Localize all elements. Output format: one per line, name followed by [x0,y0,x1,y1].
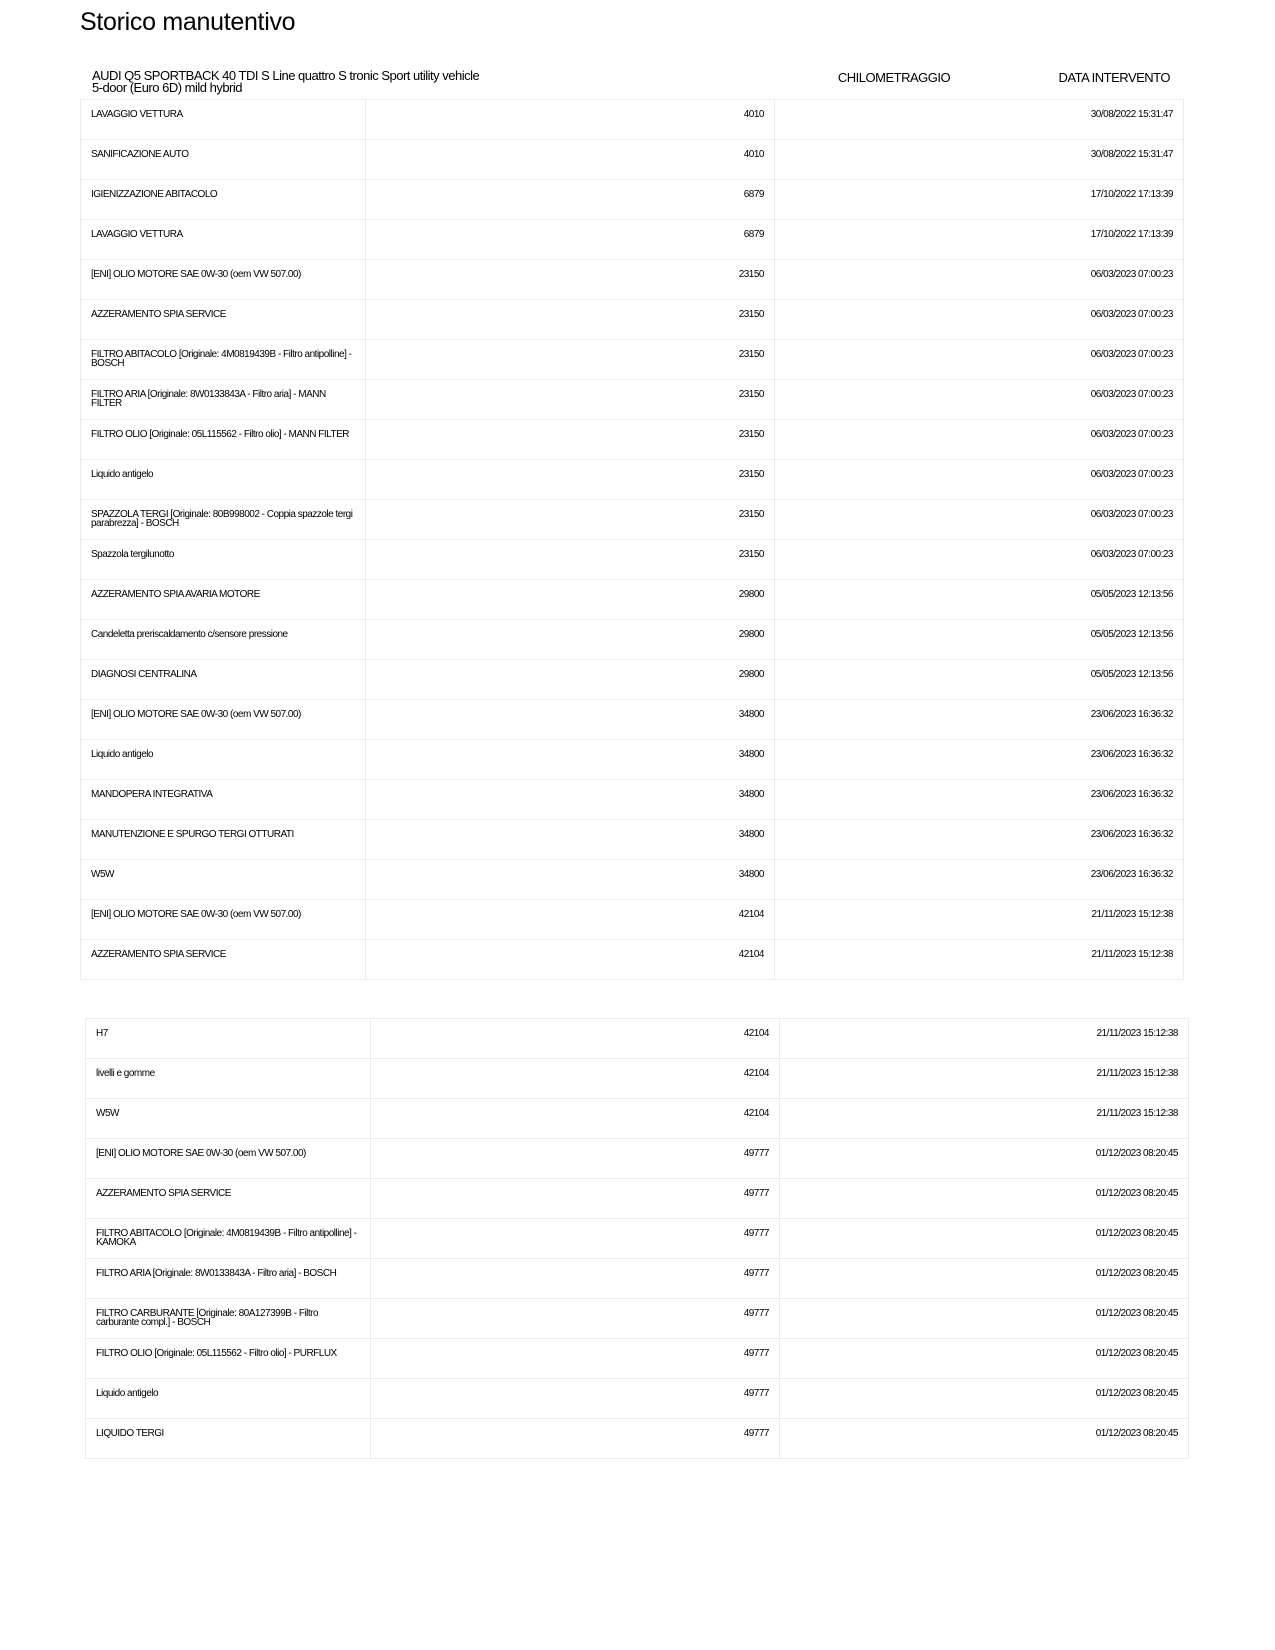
table-row [86,1299,1189,1339]
table-row [86,1339,1189,1379]
table-row [86,1059,1189,1099]
intervention-date: 01/12/2023 08:20:45 [780,1219,1189,1259]
mileage-value: 49777 [371,1339,780,1379]
table-row [86,1379,1189,1419]
mileage-value: 34800 [366,780,775,820]
intervention-description: AZZERAMENTO SPIA AVARIA MOTORE [81,580,366,620]
table-row [86,1219,1189,1259]
intervention-description: FILTRO ABITACOLO [Originale: 4M0819439B - Filtro antipolline] - KAMOKA [86,1219,371,1259]
table-row [81,660,1184,700]
mileage-value: 23150 [366,300,775,340]
table-row [81,380,1184,420]
intervention-description: H7 [86,1019,371,1059]
intervention-description: AZZERAMENTO SPIA SERVICE [81,940,366,980]
intervention-description: Liquido antigelo [86,1379,371,1419]
mileage-column-header: CHILOMETRAGGIO [837,70,951,85]
intervention-date: 06/03/2023 07:00:23 [775,500,1184,540]
vehicle-description: AUDI Q5 SPORTBACK 40 TDI S Line quattro S tronic Sport utility vehicle 5-door (Euro 6D) mild hybrid [92,68,480,95]
date-column-header: DATA INTERVENTO [1058,70,1170,85]
intervention-description: [ENI] OLIO MOTORE SAE 0W-30 (oem VW 507.00) [81,700,366,740]
intervention-date: 21/11/2023 15:12:38 [775,940,1184,980]
mileage-value: 23150 [366,260,775,300]
mileage-value: 49777 [371,1139,780,1179]
mileage-value: 34800 [366,820,775,860]
intervention-description: [ENI] OLIO MOTORE SAE 0W-30 (oem VW 507.00) [81,900,366,940]
intervention-description: LIQUIDO TERGI [86,1419,371,1459]
intervention-date: 06/03/2023 07:00:23 [775,380,1184,420]
intervention-date: 21/11/2023 15:12:38 [780,1099,1189,1139]
intervention-date: 01/12/2023 08:20:45 [780,1179,1189,1219]
intervention-description: Candeletta preriscaldamento c/sensore pressione [81,620,366,660]
intervention-date: 01/12/2023 08:20:45 [780,1419,1189,1459]
table-row [81,740,1184,780]
intervention-date: 23/06/2023 16:36:32 [775,740,1184,780]
mileage-value: 49777 [371,1179,780,1219]
mileage-value: 23150 [366,340,775,380]
table-header [80,68,1182,98]
mileage-value: 6879 [366,220,775,260]
mileage-value: 49777 [371,1379,780,1419]
intervention-description: IGIENIZZAZIONE ABITACOLO [81,180,366,220]
intervention-date: 17/10/2022 17:13:39 [775,220,1184,260]
intervention-date: 21/11/2023 15:12:38 [780,1019,1189,1059]
intervention-description: [ENI] OLIO MOTORE SAE 0W-30 (oem VW 507.00) [81,260,366,300]
intervention-description: MANDOPERA INTEGRATIVA [81,780,366,820]
intervention-date: 06/03/2023 07:00:23 [775,260,1184,300]
table-row [81,300,1184,340]
table-row [86,1419,1189,1459]
mileage-value: 23150 [366,420,775,460]
intervention-description: FILTRO OLIO [Originale: 05L115562 - Filtro olio] - PURFLUX [86,1339,371,1379]
mileage-value: 42104 [366,940,775,980]
intervention-description: AZZERAMENTO SPIA SERVICE [86,1179,371,1219]
intervention-description: FILTRO CARBURANTE [Originale: 80A127399B - Filtro carburante compl.] - BOSCH [86,1299,371,1339]
intervention-description: W5W [86,1099,371,1139]
intervention-date: 01/12/2023 08:20:45 [780,1339,1189,1379]
table-row [81,580,1184,620]
intervention-date: 05/05/2023 12:13:56 [775,660,1184,700]
intervention-date: 05/05/2023 12:13:56 [775,580,1184,620]
table-row [81,100,1184,140]
intervention-date: 17/10/2022 17:13:39 [775,180,1184,220]
intervention-description: FILTRO ARIA [Originale: 8W0133843A - Filtro aria] - BOSCH [86,1259,371,1299]
intervention-date: 21/11/2023 15:12:38 [775,900,1184,940]
table-row [81,420,1184,460]
intervention-description: W5W [81,860,366,900]
mileage-value: 42104 [371,1099,780,1139]
intervention-date: 23/06/2023 16:36:32 [775,780,1184,820]
mileage-value: 4010 [366,140,775,180]
mileage-value: 34800 [366,740,775,780]
intervention-date: 30/08/2022 15:31:47 [775,100,1184,140]
mileage-value: 34800 [366,700,775,740]
table-row [86,1019,1189,1059]
intervention-description: LAVAGGIO VETTURA [81,220,366,260]
intervention-description: MANUTENZIONE E SPURGO TERGI OTTURATI [81,820,366,860]
table-row [81,860,1184,900]
table-row [81,460,1184,500]
mileage-value: 6879 [366,180,775,220]
mileage-value: 42104 [371,1019,780,1059]
mileage-value: 23150 [366,500,775,540]
table-row [86,1099,1189,1139]
mileage-value: 23150 [366,540,775,580]
intervention-description: livelli e gomme [86,1059,371,1099]
table-row [81,260,1184,300]
table-row [81,220,1184,260]
intervention-date: 23/06/2023 16:36:32 [775,860,1184,900]
intervention-date: 06/03/2023 07:00:23 [775,540,1184,580]
intervention-description: DIAGNOSI CENTRALINA [81,660,366,700]
intervention-date: 21/11/2023 15:12:38 [780,1059,1189,1099]
intervention-description: Liquido antigelo [81,740,366,780]
table-row [81,540,1184,580]
mileage-value: 49777 [371,1419,780,1459]
intervention-date: 23/06/2023 16:36:32 [775,820,1184,860]
intervention-description: FILTRO ABITACOLO [Originale: 4M0819439B - Filtro antipolline] - BOSCH [81,340,366,380]
mileage-value: 49777 [371,1259,780,1299]
intervention-description: LAVAGGIO VETTURA [81,100,366,140]
maintenance-table-part2 [85,1018,1189,1459]
intervention-date: 01/12/2023 08:20:45 [780,1299,1189,1339]
intervention-description: SPAZZOLA TERGI [Originale: 80B998002 - Coppia spazzole tergi parabrezza] - BOSCH [81,500,366,540]
intervention-date: 23/06/2023 16:36:32 [775,700,1184,740]
intervention-description: Spazzola tergilunotto [81,540,366,580]
table-row [81,940,1184,980]
mileage-value: 23150 [366,380,775,420]
mileage-value: 4010 [366,100,775,140]
table-row [86,1259,1189,1299]
table-row [81,180,1184,220]
intervention-date: 01/12/2023 08:20:45 [780,1139,1189,1179]
mileage-value: 42104 [371,1059,780,1099]
intervention-description: SANIFICAZIONE AUTO [81,140,366,180]
intervention-description: FILTRO OLIO [Originale: 05L115562 - Filtro olio] - MANN FILTER [81,420,366,460]
intervention-date: 06/03/2023 07:00:23 [775,420,1184,460]
intervention-description: Liquido antigelo [81,460,366,500]
table-row [81,780,1184,820]
table-row [81,140,1184,180]
page-title: Storico manutentivo [80,8,296,36]
intervention-date: 06/03/2023 07:00:23 [775,340,1184,380]
intervention-date: 30/08/2022 15:31:47 [775,140,1184,180]
table-row [81,620,1184,660]
table-row [81,820,1184,860]
mileage-value: 23150 [366,460,775,500]
intervention-date: 05/05/2023 12:13:56 [775,620,1184,660]
mileage-value: 29800 [366,580,775,620]
intervention-description: AZZERAMENTO SPIA SERVICE [81,300,366,340]
table-row [81,340,1184,380]
intervention-date: 01/12/2023 08:20:45 [780,1379,1189,1419]
intervention-date: 06/03/2023 07:00:23 [775,300,1184,340]
mileage-value: 49777 [371,1219,780,1259]
table-row [86,1139,1189,1179]
table-row [81,500,1184,540]
table-row [81,900,1184,940]
intervention-date: 01/12/2023 08:20:45 [780,1259,1189,1299]
intervention-description: FILTRO ARIA [Originale: 8W0133843A - Filtro aria] - MANN FILTER [81,380,366,420]
maintenance-table-part1 [80,99,1184,980]
mileage-value: 34800 [366,860,775,900]
mileage-value: 42104 [366,900,775,940]
table-row [86,1179,1189,1219]
intervention-description: [ENI] OLIO MOTORE SAE 0W-30 (oem VW 507.00) [86,1139,371,1179]
mileage-value: 49777 [371,1299,780,1339]
table-row [81,700,1184,740]
mileage-value: 29800 [366,620,775,660]
intervention-date: 06/03/2023 07:00:23 [775,460,1184,500]
mileage-value: 29800 [366,660,775,700]
